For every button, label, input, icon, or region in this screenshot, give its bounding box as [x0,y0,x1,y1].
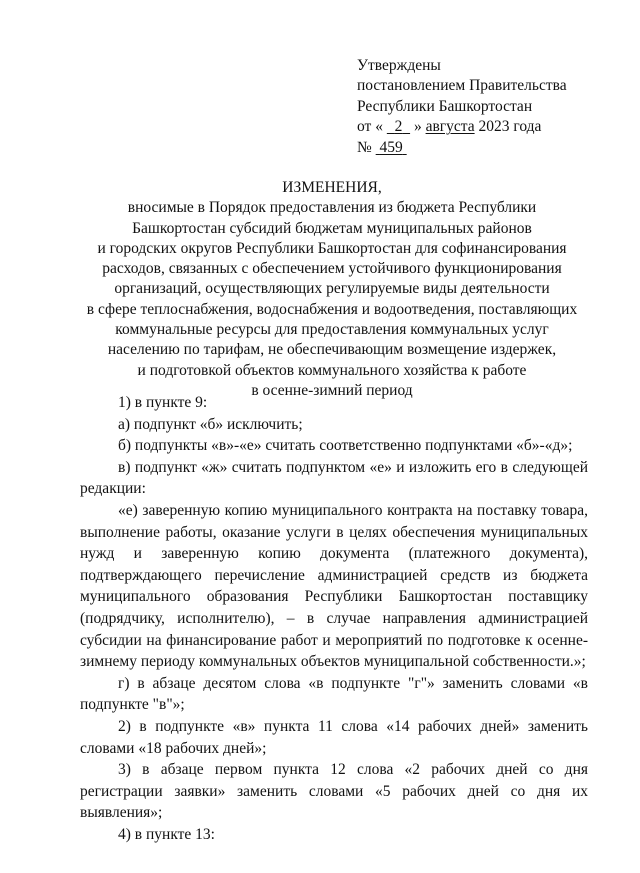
title-line: в сфере теплоснабжения, водоснабжения и водоотведения, поставляющих [86,300,578,318]
date-day: 2 [394,118,403,136]
document-title [48,178,616,401]
approval-date [357,117,617,137]
date-month: августа [425,118,475,136]
title-line: организаций, осуществляющих регулируемые виды деятельности [114,280,550,298]
title-line: и подготовкой объектов коммунального хозяйства к работе [137,361,527,379]
date-year: 2023 года [478,118,542,136]
paragraph-1: 1) в пункте 9: [118,394,208,411]
number-value: 459 [379,138,403,156]
title-line: в осенне-зимний период [251,381,413,399]
approval-line-2: постановлением Правительства [357,77,567,95]
title-heading: ИЗМЕНЕНИЯ, [282,179,382,196]
paragraph-5: «е) заверенную копию муниципального контракта на поставку товара, выполнение работы, оказание услуги в целях обеспечения муниципальных нужд и заверенную копию документа (платежного документа), подтверждающего перечисление администрацией средств из бюджета муниципального образования Республики Башкортостан поставщику (подрядчику, исполнителю), – в случае направления администрацией субсидии на финансирование работ и мероприятий по подготовке к осенне-зимнему периоду коммунальных объектов муниципальной собственности.»; [80,501,588,671]
approval-number [357,138,617,158]
paragraph-2: а) подпункт «б» исключить; [118,415,303,433]
paragraph-8: 3) в абзаце первом пункта 12 слова «2 рабочих дней со дня регистрации заявки» заменить словами «5 рабочих дней со дня их выявления»; [80,761,588,822]
title-line: населению по тарифам, не обеспечивающим возмещение издержек, [107,341,557,359]
title-line: и городских округов Республики Башкортостан для софинансирования [97,239,567,257]
paragraph-3: б) подпункты «в»-«е» считать соответственно подпунктами «б»-«д»; [118,437,573,455]
date-mid: » [413,118,422,136]
approval-block [357,56,617,158]
date-prefix: от « [357,118,383,136]
approval-line-1: Утверждены [357,57,441,74]
paragraph-4: в) подпункт «ж» считать подпунктом «е» и изложить его в следующей редакции: [80,458,588,498]
title-line: коммунальные ресурсы для предоставления коммунальных услуг [115,321,549,339]
paragraph-9: 4) в пункте 13: [118,825,215,843]
title-line: Башкортостан субсидий бюджетам муниципальных районов [132,219,532,237]
paragraph-7: 2) в подпункте «в» пункта 11 слова «14 рабочих дней» заменить словами «18 рабочих дней»; [80,717,588,757]
title-line: вносимые в Порядок предоставления из бюджета Республики [127,199,537,217]
approval-line-3: Республики Башкортостан [357,97,533,115]
number-prefix: № [357,138,372,156]
document-body [80,392,588,845]
paragraph-6: г) в абзаце десятом слова «в подпункте "г"» заменить словами «в подпункте "в"»; [80,674,588,714]
title-line: расходов, связанных с обеспечением устойчивого функционирования [102,260,562,278]
